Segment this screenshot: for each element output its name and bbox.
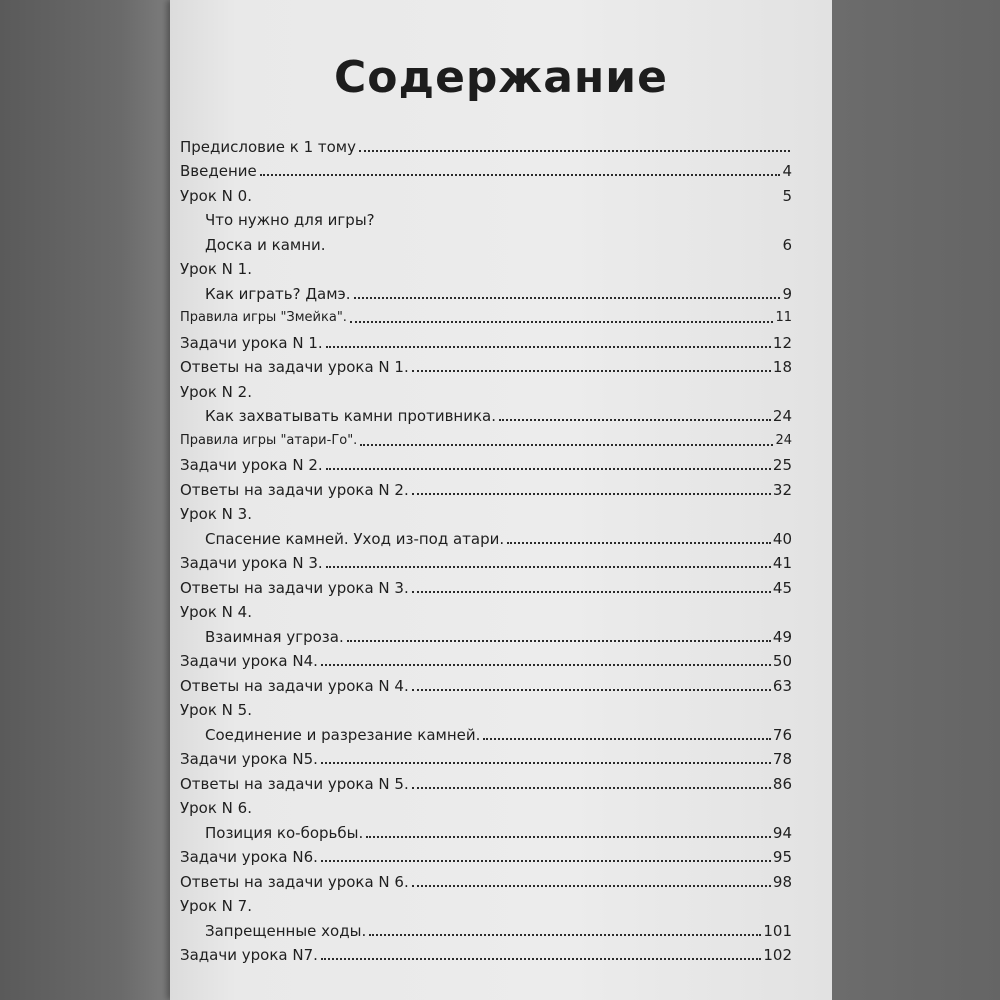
toc-entry: [180, 205, 792, 230]
toc-entry: [180, 695, 792, 720]
toc-entry: [180, 719, 792, 744]
toc-entry-page: 5: [782, 186, 792, 205]
toc-entry: [180, 572, 792, 597]
toc-entry: [180, 842, 792, 867]
toc-entry-page: 12: [772, 333, 792, 352]
toc-entry: [180, 303, 792, 328]
dot-leader: [360, 444, 773, 446]
toc-entry: [180, 793, 792, 818]
dot-leader: [412, 885, 771, 887]
dot-leader: [412, 787, 771, 789]
dot-leader: [483, 738, 771, 740]
toc-entry-title: Задачи урока N7.: [180, 946, 318, 964]
toc-entry: [180, 254, 792, 279]
toc-entry: [180, 131, 792, 156]
toc-entry: [180, 621, 792, 646]
toc-entry-page: 76: [772, 725, 792, 744]
toc-entry-title: Ответы на задачи урока N 5.: [180, 774, 409, 793]
toc-entry: [180, 401, 792, 426]
toc-entry-title: Правила игры "Змейка".: [180, 310, 347, 325]
toc-entry-title: Урок N 6.: [180, 799, 252, 817]
toc-entry: [180, 499, 792, 524]
toc-entry: [180, 229, 792, 254]
toc-entry-page: 32: [772, 480, 792, 499]
toc-entry-title: Правила игры "атари-Го".: [180, 432, 358, 448]
dot-leader: [412, 591, 771, 593]
toc-entry-page: 40: [772, 529, 792, 548]
toc-entry-title: Как играть? Дамэ.: [205, 284, 351, 303]
toc-entry-title: Урок N 2.: [180, 382, 252, 401]
toc-entry-title: Предисловие к 1 тому: [180, 137, 356, 156]
toc-entry-title: Задачи урока N6.: [180, 848, 318, 866]
toc-entry-title: Задачи урока N 2.: [180, 456, 323, 474]
toc-entry-title: Урок N 5.: [180, 701, 252, 719]
toc-entry-page: 98: [772, 872, 792, 891]
toc-entry: [180, 474, 792, 499]
toc-entry: [180, 156, 792, 181]
toc-entry-title: Задачи урока N 1.: [180, 333, 323, 352]
toc-entry-page: 41: [772, 554, 792, 572]
toc-entry-title: Спасение камней. Уход из-под атари.: [205, 529, 505, 548]
toc-entry-title: Ответы на задачи урока N 2.: [180, 480, 409, 499]
toc-entry-title: Задачи урока N4.: [180, 652, 318, 670]
background-right: [832, 0, 1000, 1000]
dot-leader: [321, 664, 771, 666]
toc-entry-title: Урок N 4.: [180, 603, 252, 621]
toc-entry-page: 78: [772, 750, 792, 768]
toc-entry: [180, 817, 792, 842]
toc-entry: [180, 376, 792, 401]
toc-entry: [180, 278, 792, 303]
toc-entry: [180, 768, 792, 793]
dot-leader: [326, 468, 771, 470]
dot-leader: [507, 542, 771, 544]
toc-entry: [180, 597, 792, 622]
toc-entry-title: Задачи урока N 3.: [180, 554, 323, 572]
toc-entry-title: Доска и камни.: [205, 235, 326, 254]
toc-entry: [180, 646, 792, 671]
toc-entry-page: 49: [772, 627, 792, 646]
toc-entry-title: Ответы на задачи урока N 3.: [180, 578, 409, 597]
dot-leader: [369, 934, 761, 936]
toc-entry-title: Ответы на задачи урока N 4.: [180, 676, 409, 695]
toc-entry-page: 24: [772, 407, 792, 425]
toc-entry: [180, 940, 792, 965]
toc-entry: [180, 450, 792, 475]
toc-entry-title: Урок N 1.: [180, 260, 252, 278]
toc-entry-title: Введение: [180, 162, 257, 180]
toc-entry-title: Соединение и разрезание камней.: [205, 725, 481, 744]
table-of-contents: [180, 131, 792, 964]
toc-entry-page: 9: [782, 284, 792, 303]
toc-entry-page: 11: [775, 310, 792, 325]
toc-entry-title: Ответы на задачи урока N 6.: [180, 872, 409, 891]
dot-leader: [260, 174, 781, 176]
toc-entry: [180, 891, 792, 916]
dot-leader: [499, 419, 771, 421]
toc-entry: [180, 425, 792, 450]
toc-entry-page: 4: [782, 162, 792, 180]
dot-leader: [412, 689, 771, 691]
toc-entry: [180, 548, 792, 573]
dot-leader: [326, 566, 771, 568]
toc-entry-title: Как захватывать камни противника.: [205, 407, 497, 425]
toc-entry-page: 50: [772, 652, 792, 670]
toc-entry: [180, 670, 792, 695]
toc-entry-page: 102: [763, 946, 792, 964]
toc-entry-title: Что нужно для игры?: [205, 211, 375, 229]
toc-entry: [180, 180, 792, 205]
dot-leader: [321, 860, 771, 862]
toc-entry-page: 6: [782, 235, 792, 254]
toc-entry-page: 86: [772, 774, 792, 793]
toc-entry: [180, 866, 792, 891]
toc-entry-page: 101: [763, 921, 792, 940]
toc-entry-page: 94: [772, 823, 792, 842]
toc-entry-page: 24: [775, 432, 792, 448]
toc-entry-page: 45: [772, 578, 792, 597]
dot-leader: [359, 150, 790, 152]
toc-entry: [180, 352, 792, 377]
toc-entry-title: Взаимная угроза.: [205, 627, 344, 646]
dot-leader: [412, 493, 771, 495]
toc-entry-page: 95: [772, 848, 792, 866]
dot-leader: [366, 836, 771, 838]
toc-entry-page: 63: [772, 676, 792, 695]
toc-entry-title: Урок N 7.: [180, 897, 252, 915]
dot-leader: [354, 297, 781, 299]
dot-leader: [326, 346, 771, 348]
toc-entry: [180, 523, 792, 548]
toc-entry-title: Запрещенные ходы.: [205, 921, 367, 940]
page-title: Содержание: [334, 52, 668, 103]
toc-entry: [180, 327, 792, 352]
toc-entry-title: Урок N 0.: [180, 186, 252, 205]
dot-leader: [412, 370, 771, 372]
toc-entry-page: 25: [772, 456, 792, 474]
toc-entry: [180, 915, 792, 940]
toc-entry-title: Ответы на задачи урока N 1.: [180, 358, 409, 376]
toc-entry-page: 18: [772, 358, 792, 376]
background-left: [0, 0, 172, 1000]
toc-entry-title: Задачи урока N5.: [180, 750, 318, 768]
dot-leader: [321, 958, 761, 960]
dot-leader: [321, 762, 771, 764]
toc-entry-title: Урок N 3.: [180, 505, 252, 523]
dot-leader: [347, 640, 771, 642]
toc-entry-title: Позиция ко-борьбы.: [205, 823, 364, 842]
toc-entry: [180, 744, 792, 769]
dot-leader: [350, 321, 774, 323]
